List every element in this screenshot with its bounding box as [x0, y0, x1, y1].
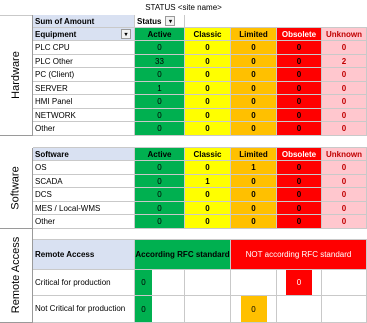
hardware-cell-limited: 0 [231, 41, 277, 55]
software-cell-active: 0 [135, 175, 185, 188]
software-cell-active: 0 [135, 215, 185, 229]
hardware-cell-active: 1 [135, 82, 185, 95]
hardware-row-name: PLC CPU [33, 41, 135, 55]
hardware-cell-active: 0 [135, 68, 185, 82]
remote-access-section-label [0, 228, 33, 323]
software-cell-classic: 0 [185, 202, 231, 215]
software-cell-unknown: 0 [322, 215, 367, 229]
hardware-row-name: PLC Other [33, 55, 135, 68]
hardware-cell-limited: 0 [231, 109, 277, 122]
hardware-cell-classic: 0 [185, 68, 231, 82]
remote-cell-not-according [277, 296, 322, 323]
software-header: Software [33, 148, 135, 161]
remote-cell-not-according [185, 270, 231, 296]
remote-row-name: Not Critical for production [33, 296, 135, 323]
hardware-cell-obsolete: 0 [277, 41, 322, 55]
software-cell-classic: 0 [185, 188, 231, 202]
hardware-cell-obsolete: 0 [277, 68, 322, 82]
software-cell-obsolete: 0 [277, 202, 322, 215]
hardware-cell-obsolete: 0 [277, 95, 322, 109]
software-cell-unknown: 0 [322, 202, 367, 215]
software-section-text: Software [10, 166, 23, 210]
software-cell-limited: 0 [231, 215, 277, 229]
hardware-header-obsolete: Obsolete [277, 28, 322, 41]
software-cell-unknown: 0 [322, 161, 367, 175]
software-header-obsolete: Obsolete [277, 148, 322, 161]
hardware-cell-classic: 0 [185, 41, 231, 55]
hardware-cell-limited: 0 [231, 68, 277, 82]
software-row-name: MES / Local-WMS [33, 202, 135, 215]
remote-cell-not-according [231, 270, 277, 296]
hardware-cell-classic: 0 [185, 109, 231, 122]
software-cell-active: 0 [135, 161, 185, 175]
software-row-name: SCADA [33, 175, 135, 188]
section-gap-2 [33, 229, 367, 240]
software-row-name: Other [33, 215, 135, 229]
chevron-down-icon[interactable]: ▾ [121, 29, 131, 39]
remote-cell-according [135, 296, 185, 323]
hardware-cell-limited: 0 [231, 82, 277, 95]
section-gap [33, 136, 367, 148]
hardware-cell-classic: 0 [185, 95, 231, 109]
according-rfc-header: According RFC standard [135, 240, 231, 270]
software-row-name: OS [33, 161, 135, 175]
remote-cell-not-according [185, 296, 231, 323]
hardware-cell-unknown: 2 [322, 55, 367, 68]
hardware-cell-classic: 0 [185, 122, 231, 136]
hardware-cell-active: 33 [135, 55, 185, 68]
remote-access-header: Remote Access [33, 240, 135, 270]
software-row-name: DCS [33, 188, 135, 202]
remote-cell-not-according [322, 296, 367, 323]
hardware-row-name: Other [33, 122, 135, 136]
hardware-row-name: SERVER [33, 82, 135, 95]
software-cell-active: 0 [135, 188, 185, 202]
hardware-cell-obsolete: 0 [277, 82, 322, 95]
hardware-section-label [0, 15, 33, 136]
not-according-value: 0 [286, 270, 312, 295]
not-according-value: 0 [241, 296, 267, 322]
software-cell-classic: 0 [185, 215, 231, 229]
hardware-cell-limited: 0 [231, 122, 277, 136]
software-cell-active: 0 [135, 202, 185, 215]
hardware-cell-unknown: 0 [322, 41, 367, 55]
hardware-cell-active: 0 [135, 41, 185, 55]
hardware-cell-obsolete: 0 [277, 109, 322, 122]
software-cell-limited: 0 [231, 175, 277, 188]
software-cell-obsolete: 0 [277, 175, 322, 188]
hardware-cell-active: 0 [135, 95, 185, 109]
page-title: STATUS <site name> [0, 0, 367, 16]
according-value: 0 [135, 270, 152, 295]
hardware-header-unknown: Unknown [322, 28, 367, 41]
software-cell-classic: 0 [185, 161, 231, 175]
sum-of-amount-label: Sum of Amount [33, 15, 135, 28]
status-label: Status [137, 16, 162, 26]
hardware-cell-limited: 0 [231, 55, 277, 68]
software-cell-obsolete: 0 [277, 188, 322, 202]
hardware-row-name: PC (Client) [33, 68, 135, 82]
hardware-section-text: Hardware [10, 51, 22, 99]
remote-cell-not-according [231, 296, 277, 323]
not-according-rfc-header: NOT according RFC standard [231, 240, 367, 270]
hardware-cell-obsolete: 0 [277, 122, 322, 136]
status-filter-header[interactable] [135, 15, 185, 28]
filter-icon[interactable]: ▾ [165, 16, 175, 26]
hardware-cell-unknown: 0 [322, 109, 367, 122]
software-section-label [0, 148, 33, 229]
remote-cell-according [135, 270, 185, 296]
hardware-cell-classic: 0 [185, 82, 231, 95]
software-header-active: Active [135, 148, 185, 161]
software-header-classic: Classic [185, 148, 231, 161]
hardware-cell-obsolete: 0 [277, 55, 322, 68]
hardware-cell-unknown: 0 [322, 68, 367, 82]
equipment-header[interactable] [33, 28, 135, 41]
software-cell-limited: 0 [231, 188, 277, 202]
hardware-row-name: NETWORK [33, 109, 135, 122]
software-cell-limited: 1 [231, 161, 277, 175]
software-cell-obsolete: 0 [277, 215, 322, 229]
hardware-row-name: HMI Panel [33, 95, 135, 109]
hardware-cell-active: 0 [135, 109, 185, 122]
software-cell-classic: 1 [185, 175, 231, 188]
software-cell-obsolete: 0 [277, 161, 322, 175]
remote-access-section-text: Remote Access [10, 236, 23, 314]
hardware-cell-limited: 0 [231, 95, 277, 109]
software-header-limited: Limited [231, 148, 277, 161]
equipment-label: Equipment [35, 29, 77, 39]
remote-cell-not-according [277, 270, 322, 296]
hardware-header-classic: Classic [185, 28, 231, 41]
software-cell-unknown: 0 [322, 175, 367, 188]
according-value: 0 [135, 296, 152, 322]
software-cell-unknown: 0 [322, 188, 367, 202]
hardware-cell-active: 0 [135, 122, 185, 136]
software-header-unknown: Unknown [322, 148, 367, 161]
header-blank [185, 15, 367, 28]
hardware-cell-classic: 0 [185, 55, 231, 68]
hardware-header-limited: Limited [231, 28, 277, 41]
remote-row-name: Critical for production [33, 270, 135, 296]
hardware-cell-unknown: 0 [322, 122, 367, 136]
hardware-cell-unknown: 0 [322, 95, 367, 109]
remote-cell-not-according [322, 270, 367, 296]
hardware-header-active: Active [135, 28, 185, 41]
hardware-cell-unknown: 0 [322, 82, 367, 95]
software-cell-limited: 0 [231, 202, 277, 215]
